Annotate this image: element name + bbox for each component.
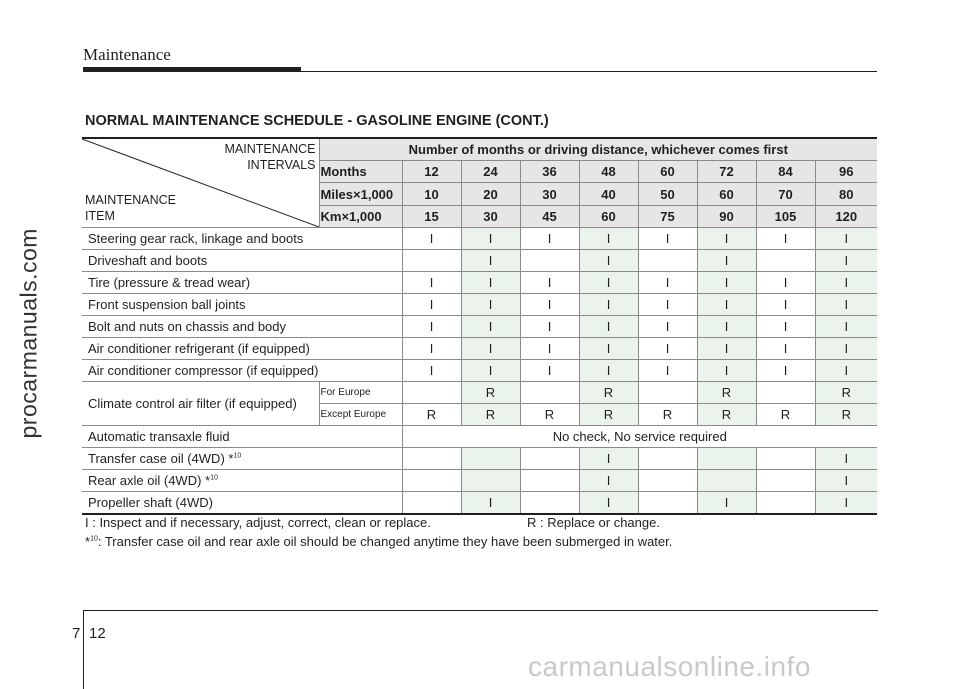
side-watermark: procarmanuals.com: [15, 228, 42, 439]
schedule-cell: I: [461, 492, 520, 515]
schedule-cell: I: [579, 492, 638, 515]
schedule-cell: R: [756, 404, 815, 426]
item-name: Steering gear rack, linkage and boots: [82, 228, 402, 250]
footnote-number: 10: [90, 535, 98, 543]
schedule-cell: I: [815, 272, 877, 294]
table-row: [82, 316, 877, 338]
schedule-cell: R: [815, 382, 877, 404]
schedule-cell: I: [579, 250, 638, 272]
miles-row-value: 40: [579, 183, 638, 205]
schedule-cell: [638, 382, 697, 404]
item-name: [82, 492, 402, 515]
schedule-cell: [756, 470, 815, 492]
table-row: [82, 492, 877, 515]
schedule-cell: I: [402, 272, 461, 294]
table-row: [82, 360, 877, 382]
item-name-text: Rear axle oil (4WD) *: [88, 473, 211, 488]
climate-filter-row-europe: [82, 382, 877, 404]
schedule-cell: I: [520, 228, 579, 250]
schedule-cell: I: [697, 294, 756, 316]
schedule-cell: I: [815, 250, 877, 272]
km-row-value: 90: [697, 205, 756, 227]
km-row-value: 120: [815, 205, 877, 227]
schedule-cell: I: [815, 470, 877, 492]
schedule-cell: I: [461, 228, 520, 250]
schedule-cell: I: [402, 338, 461, 360]
km-row-value: 30: [461, 205, 520, 227]
table-row: [82, 470, 877, 492]
legend-inspect: I : Inspect and if necessary, adjust, correct, clean or replace.: [85, 515, 431, 530]
schedule-cell: I: [461, 294, 520, 316]
table-row: [82, 426, 877, 448]
miles-row-label: Miles×1,000: [319, 183, 402, 205]
table-body: [82, 138, 877, 514]
header-rule-thick: [83, 67, 301, 72]
item-name-text: Transfer case oil (4WD) *: [88, 451, 234, 466]
schedule-cell: [697, 470, 756, 492]
schedule-cell: I: [697, 360, 756, 382]
schedule-cell: [402, 250, 461, 272]
km-row-label: Km×1,000: [319, 205, 402, 227]
footnote: [85, 534, 672, 549]
maintenance-schedule-table: [82, 137, 877, 515]
footer-horizontal-rule: [83, 610, 878, 611]
table-row: [82, 448, 877, 470]
schedule-cell: [756, 250, 815, 272]
months-row-value: 36: [520, 161, 579, 183]
footnote-ref: 10: [210, 474, 218, 482]
schedule-cell: I: [815, 338, 877, 360]
table-row: [82, 338, 877, 360]
schedule-cell: I: [520, 360, 579, 382]
schedule-cell: I: [520, 338, 579, 360]
table-header-row: [82, 138, 877, 161]
schedule-cell: I: [638, 338, 697, 360]
schedule-cell: I: [638, 294, 697, 316]
schedule-cell: I: [579, 360, 638, 382]
schedule-cell: R: [402, 404, 461, 426]
section-title: NORMAL MAINTENANCE SCHEDULE - GASOLINE ENGINE (CONT.): [85, 113, 549, 129]
schedule-cell: I: [815, 360, 877, 382]
schedule-cell: [402, 470, 461, 492]
schedule-cell: I: [520, 272, 579, 294]
km-row-value: 75: [638, 205, 697, 227]
schedule-cell: R: [461, 382, 520, 404]
item-name: [82, 448, 402, 470]
page-number: 12: [89, 625, 106, 642]
footer-vertical-rule: [83, 610, 84, 689]
miles-row-value: 60: [697, 183, 756, 205]
corner-intervals-label: MAINTENANCE INTERVALS: [224, 142, 316, 172]
schedule-cell: [520, 470, 579, 492]
schedule-cell: I: [697, 316, 756, 338]
schedule-cell: [638, 250, 697, 272]
schedule-cell: I: [697, 250, 756, 272]
schedule-cell: [520, 448, 579, 470]
km-row-value: 60: [579, 205, 638, 227]
schedule-cell: [756, 382, 815, 404]
schedule-cell: I: [579, 228, 638, 250]
schedule-cell: I: [461, 338, 520, 360]
schedule-cell: I: [520, 316, 579, 338]
schedule-cell: I: [815, 316, 877, 338]
km-row-value: 15: [402, 205, 461, 227]
schedule-cell: I: [697, 228, 756, 250]
schedule-cell: I: [402, 228, 461, 250]
schedule-cell: I: [638, 360, 697, 382]
interval-span-header: Number of months or driving distance, whichever comes first: [319, 138, 877, 161]
schedule-cell: R: [638, 404, 697, 426]
footnote-text: : Transfer case oil and rear axle oil should be changed anytime they have been submerged in water.: [97, 534, 673, 549]
schedule-cell: I: [756, 294, 815, 316]
months-row-label: Months: [319, 161, 402, 183]
miles-row-value: 80: [815, 183, 877, 205]
schedule-cell: R: [461, 404, 520, 426]
schedule-cell: I: [815, 294, 877, 316]
except-europe-sublabel: Except Europe: [319, 404, 402, 426]
schedule-cell: I: [815, 228, 877, 250]
schedule-cell: R: [520, 404, 579, 426]
schedule-cell: I: [638, 316, 697, 338]
footnote-mark: *: [85, 534, 91, 549]
schedule-cell: I: [756, 272, 815, 294]
schedule-cell: I: [461, 316, 520, 338]
months-row-value: 24: [461, 161, 520, 183]
months-row-value: 48: [579, 161, 638, 183]
interval-item-corner-cell: [82, 138, 319, 228]
miles-row-value: 50: [638, 183, 697, 205]
schedule-cell: I: [579, 338, 638, 360]
schedule-cell: [520, 250, 579, 272]
item-name: Tire (pressure & tread wear): [82, 272, 402, 294]
schedule-cell: [638, 470, 697, 492]
months-row-value: 96: [815, 161, 877, 183]
schedule-cell: R: [815, 404, 877, 426]
schedule-cell: [520, 382, 579, 404]
schedule-cell: I: [461, 360, 520, 382]
europe-sublabel: For Europe: [319, 382, 402, 404]
schedule-cell: R: [579, 404, 638, 426]
schedule-cell: [638, 492, 697, 515]
table-row: [82, 228, 877, 250]
schedule-cell: I: [756, 316, 815, 338]
km-row-value: 45: [520, 205, 579, 227]
header-rule-thin: [301, 71, 877, 72]
schedule-cell: [461, 448, 520, 470]
schedule-cell: I: [638, 272, 697, 294]
item-name: [82, 470, 402, 492]
item-name: Air conditioner compressor (if equipped): [82, 360, 402, 382]
schedule-cell: I: [815, 492, 877, 515]
schedule-cell: I: [579, 470, 638, 492]
schedule-cell: I: [461, 250, 520, 272]
atf-merged-value: No check, No service required: [402, 426, 877, 448]
months-row-value: 60: [638, 161, 697, 183]
bottom-watermark: carmanualsonline.info: [528, 651, 811, 682]
schedule-cell: I: [815, 448, 877, 470]
item-name: Automatic transaxle fluid: [82, 426, 402, 448]
schedule-cell: [461, 470, 520, 492]
table-row: [82, 250, 877, 272]
months-row-value: 84: [756, 161, 815, 183]
schedule-cell: R: [697, 382, 756, 404]
schedule-cell: I: [579, 272, 638, 294]
table-row: [82, 294, 877, 316]
header-title: Maintenance: [83, 45, 171, 64]
item-name: Bolt and nuts on chassis and body: [82, 316, 402, 338]
item-name: Front suspension ball joints: [82, 294, 402, 316]
table-row: [82, 272, 877, 294]
item-name: Air conditioner refrigerant (if equipped): [82, 338, 402, 360]
schedule-cell: I: [697, 338, 756, 360]
item-name: Driveshaft and boots: [82, 250, 402, 272]
km-row-value: 105: [756, 205, 815, 227]
schedule-cell: R: [579, 382, 638, 404]
item-name: Climate control air filter (if equipped): [82, 382, 319, 426]
schedule-cell: [638, 448, 697, 470]
legend-replace: R : Replace or change.: [527, 515, 660, 530]
schedule-cell: [520, 492, 579, 515]
schedule-cell: I: [461, 272, 520, 294]
schedule-cell: I: [402, 360, 461, 382]
schedule-cell: I: [756, 228, 815, 250]
miles-row-value: 70: [756, 183, 815, 205]
footnote-ref: 10: [233, 452, 242, 460]
schedule-cell: [402, 382, 461, 404]
item-name-text: Propeller shaft (4WD): [88, 495, 213, 510]
schedule-cell: [697, 448, 756, 470]
miles-row-value: 10: [402, 183, 461, 205]
schedule-cell: I: [756, 338, 815, 360]
schedule-cell: I: [579, 316, 638, 338]
schedule-cell: [402, 448, 461, 470]
schedule-cell: [402, 492, 461, 515]
schedule-cell: I: [638, 228, 697, 250]
schedule-cell: I: [402, 294, 461, 316]
corner-item-label: MAINTENANCE ITEM: [85, 193, 176, 223]
schedule-cell: [756, 448, 815, 470]
schedule-cell: I: [756, 360, 815, 382]
schedule-cell: I: [402, 316, 461, 338]
chapter-number: 7: [72, 625, 81, 642]
schedule-cell: I: [579, 294, 638, 316]
miles-row-value: 20: [461, 183, 520, 205]
months-row-value: 72: [697, 161, 756, 183]
schedule-cell: I: [697, 492, 756, 515]
schedule-cell: I: [697, 272, 756, 294]
months-row-value: 12: [402, 161, 461, 183]
schedule-cell: I: [579, 448, 638, 470]
schedule-cell: I: [520, 294, 579, 316]
schedule-cell: [756, 492, 815, 515]
miles-row-value: 30: [520, 183, 579, 205]
schedule-cell: R: [697, 404, 756, 426]
